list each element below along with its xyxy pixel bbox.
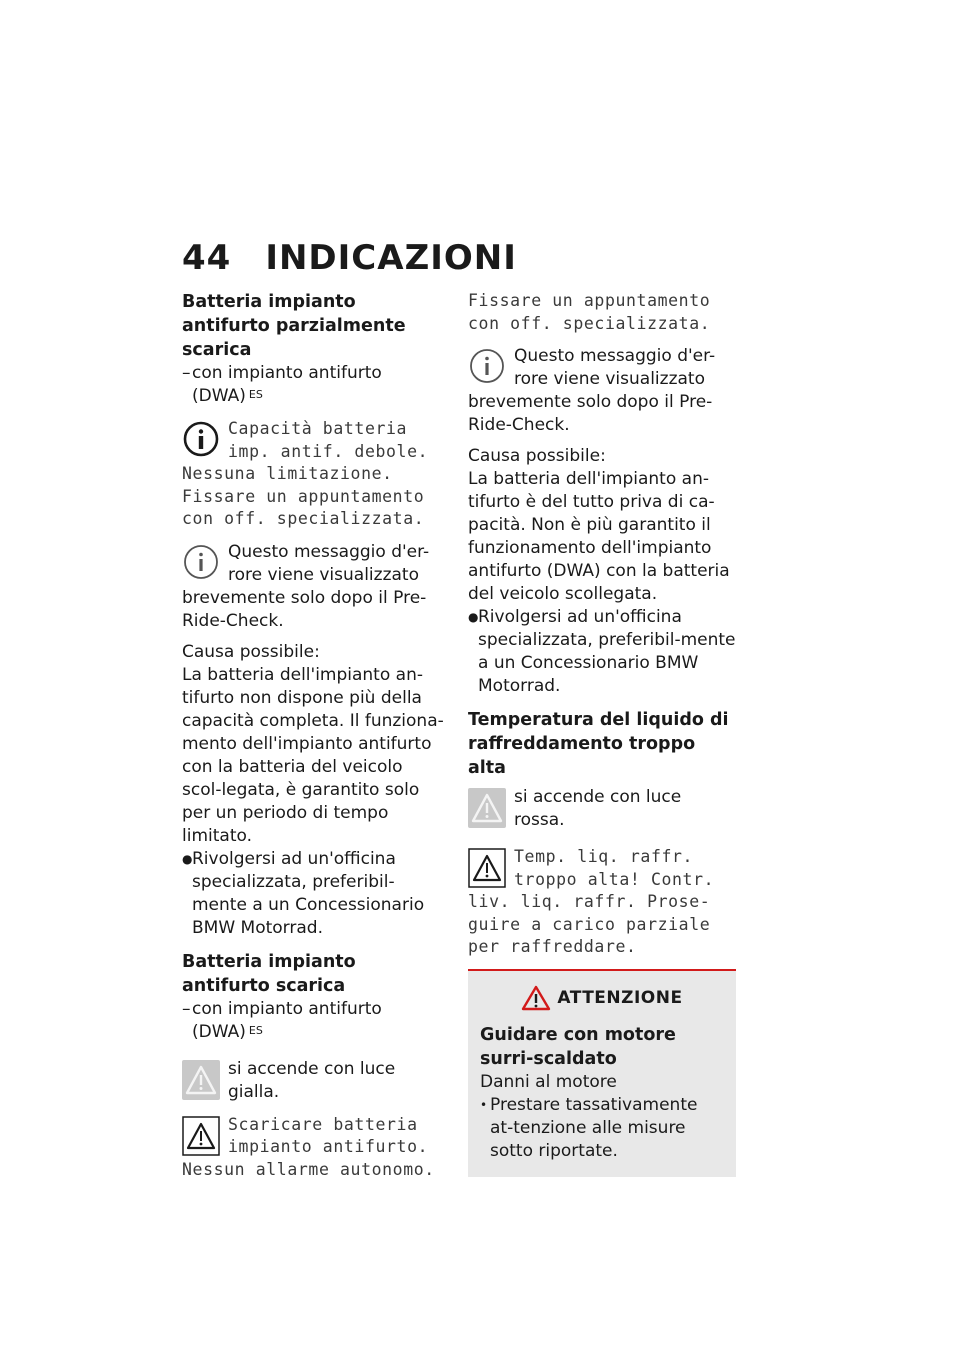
warning-lamp-icon [182, 1060, 220, 1100]
action-bullet: ● Rivolgersi ad un'officina specializzata, preferibil-mente a un Concessionario BMW Motorrad. [182, 848, 425, 938]
condition-line: – con impianto antifurto (DWA) $^{ES}$ [182, 998, 382, 1042]
section-title: Temperatura del liquido di raffreddamento troppo alta [468, 710, 729, 778]
attention-triangle-icon [521, 985, 551, 1011]
page-title: INDICAZIONI [265, 238, 517, 278]
condition-line: – con impianto antifurto (DWA) $^{ES}$ [182, 363, 382, 406]
note-text: Questo messaggio d'er-rore viene visualizzato brevemente solo dopo il Pre-Ride-Check. [182, 541, 430, 631]
attention-heading: Guidare con motore surri-scaldato [480, 1024, 676, 1069]
lamp-block [182, 1058, 444, 1104]
cause-text: La batteria dell'impianto an-tifurto è del tutto priva di ca-pacità. Non è più garantito il funzionamento dell'impianto antifurto (DWA) con la batteria del veicolo scollegata. [468, 469, 730, 604]
page-header [182, 238, 517, 278]
info-icon [468, 347, 506, 385]
attention-label: ATTENZIONE [557, 987, 683, 1008]
condition-text: con impianto antifurto (DWA) [192, 998, 382, 1042]
condition-sup: ES [248, 1023, 263, 1037]
condition-sup: ES [248, 388, 263, 401]
attention-header [480, 985, 724, 1011]
right-column [468, 290, 736, 1177]
info-icon [182, 420, 220, 458]
note-text: Questo messaggio d'er-rore viene visualizzato brevemente solo dopo il Pre-Ride-Check. [468, 346, 716, 435]
attention-bullet: • Prestare tassativamente at-tenzione alle misure sotto riportate. [480, 1094, 698, 1161]
section-title: Batteria impianto antifurto scarica [182, 951, 356, 996]
lamp-text: si accende con luce gialla. [228, 1058, 396, 1102]
note-block [468, 345, 736, 437]
attention-box [468, 969, 736, 1177]
lamp-text: si accende con luce rossa. [514, 787, 682, 830]
lamp-block [468, 786, 736, 832]
cause-label: Causa possibile: [182, 641, 320, 662]
warning-triangle-icon [468, 848, 506, 888]
condition-text: con impianto antifurto (DWA) [192, 363, 382, 406]
display-message-block [468, 846, 736, 959]
display-message-block [182, 1114, 444, 1182]
display-message: Capacità batteria imp. antif. debole. Nessuna limitazione. Fissare un appuntamento con off. specializzata. [182, 419, 429, 528]
display-message: Scaricare batteria impianto antifurto. Nessun allarme autonomo. [182, 1114, 435, 1179]
page-number: 44 [182, 238, 232, 278]
warning-lamp-icon [468, 788, 506, 828]
display-message: Temp. liq. raffr. troppo alta! Contr. liv. liq. raffr. Prose-guire a carico parziale per raffreddare. [468, 847, 715, 956]
attention-consequence: Danni al motore [480, 1071, 617, 1092]
note-block [182, 541, 444, 633]
action-bullet: ● Rivolgersi ad un'officina specializzata, preferibil-mente a un Concessionario BMW Motorrad. [468, 607, 736, 696]
display-message-block [182, 418, 444, 531]
warning-triangle-icon [182, 1116, 220, 1156]
cause-text: La batteria dell'impianto an-tifurto non dispone più della capacità completa. Il funziona-mento dell'impianto antifurto con la batteria del veicolo scol-legata, è garantito solo per un periodo di tempo limitato. [182, 664, 444, 846]
cause-label: Causa possibile: [468, 446, 606, 466]
info-icon [182, 543, 220, 581]
left-column [182, 290, 444, 1181]
section-title: Batteria impianto antifurto parzialmente scarica [182, 292, 406, 360]
display-message-continued: Fissare un appuntamento con off. specializzata. [468, 291, 711, 333]
